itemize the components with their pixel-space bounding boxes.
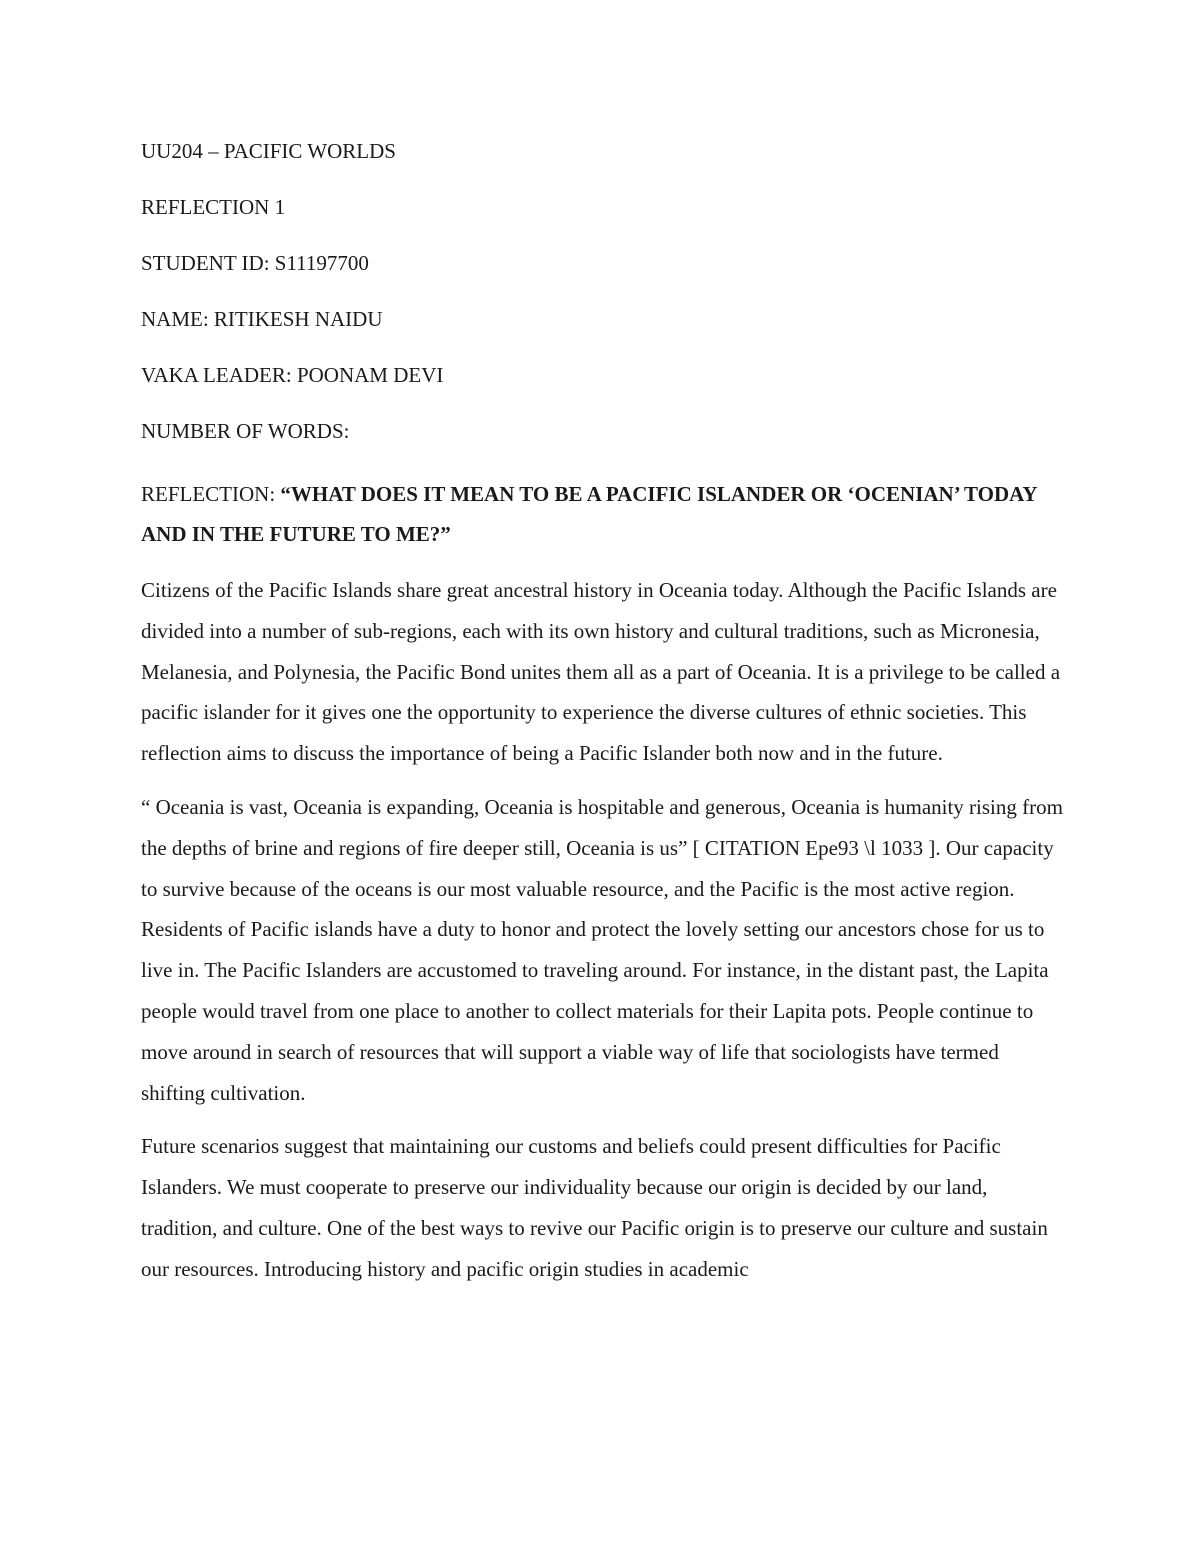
student-id: STUDENT ID: S11197700 [141, 251, 369, 275]
student-name: NAME: RITIKESH NAIDU [141, 307, 383, 331]
word-count: NUMBER OF WORDS: [141, 419, 350, 443]
document-content [141, 138, 1063, 1303]
reflection-question [141, 474, 1063, 554]
vaka-leader: VAKA LEADER: POONAM DEVI [141, 363, 444, 387]
body-paragraph-2: “ Oceania is vast, Oceania is expanding, Oceania is hospitable and generous, Oceania is humanity rising from the depths of brine and regions of fire deeper still, Oceania is us” [ CITATION Epe93 \l 1033 ]. Our capacity to survive because of the oceans is our most valuable resource, and the Pacific is the most active region. Residents of Pacific islands have a duty to honor and protect the lovely setting our ancestors chose for us to live in. The Pacific Islanders are accustomed to traveling around. For instance, in the distant past, the Lapita people would travel from one place to another to collect materials for their Lapita pots. People continue to move around in search of resources that will support a viable way of life that sociologists have termed shifting cultivation. [141, 794, 1063, 1105]
body-paragraph-3: Future scenarios suggest that maintaining our customs and beliefs could present difficulties for Pacific Islanders. We must cooperate to preserve our individuality because our origin is decided by our land, tradition, and culture. One of the best ways to revive our Pacific origin is to preserve our culture and sustain our resources. Introducing history and pacific origin studies in academic [141, 1134, 1048, 1281]
body-paragraph-1: Citizens of the Pacific Islands share great ancestral history in Oceania today. Although the Pacific Islands are divided into a number of sub-regions, each with its own history and cultural traditions, such as Micronesia, Melanesia, and Polynesia, the Pacific Bond unites them all as a part of Oceania. It is a privilege to be called a pacific islander for it gives one the opportunity to experience the diverse cultures of ethnic societies. This reflection aims to discuss the importance of being a Pacific Islander both now and in the future. [141, 578, 1061, 766]
reflection-number: REFLECTION 1 [141, 195, 286, 219]
reflection-question-prefix: REFLECTION: [141, 482, 281, 506]
course-title: UU204 – PACIFIC WORLDS [141, 139, 396, 163]
reflection-question-text: “WHAT DOES IT MEAN TO BE A PACIFIC ISLANDER OR ‘OCENIAN’ TODAY AND IN THE FUTURE TO ME?” [141, 482, 1037, 546]
